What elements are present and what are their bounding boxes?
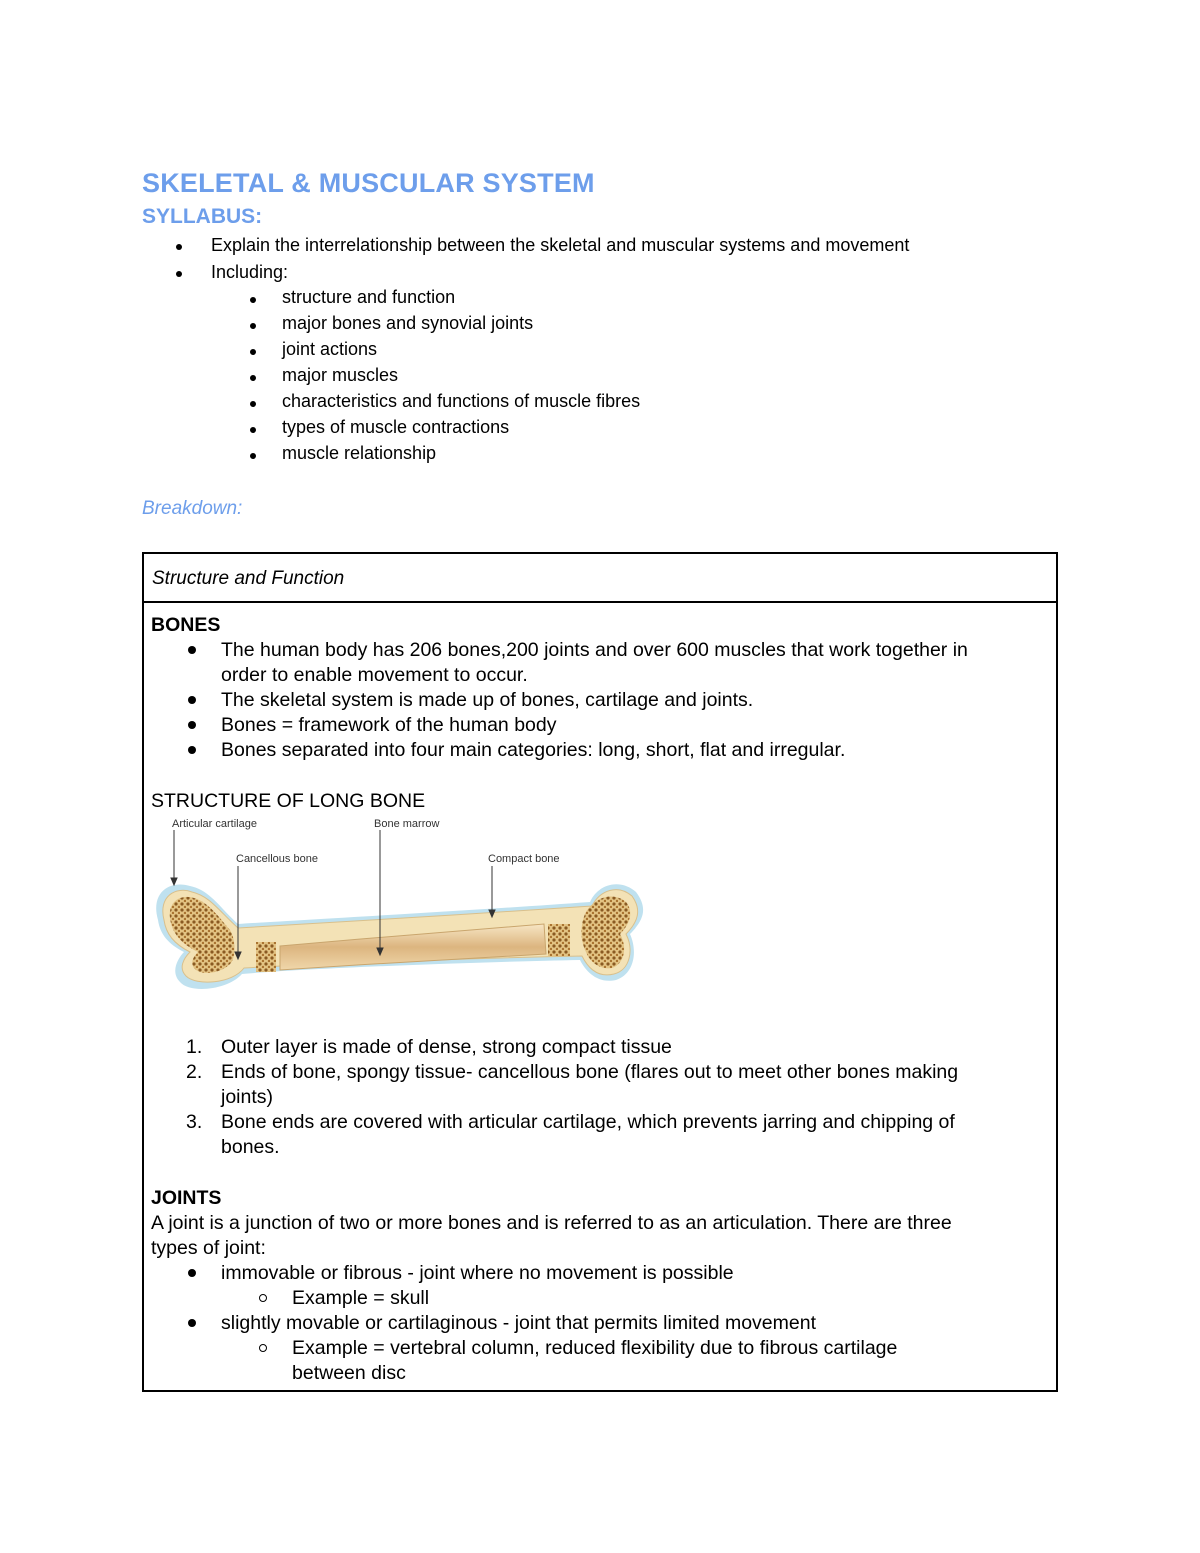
bullet-icon bbox=[250, 297, 256, 303]
hollow-bullet-icon bbox=[259, 1294, 267, 1302]
numbered-item: Bone ends are covered with articular cartilage, which prevents jarring and chipping of bbox=[221, 1111, 955, 1133]
bullet-icon bbox=[188, 1319, 196, 1327]
syllabus-subitem: joint actions bbox=[282, 339, 378, 359]
joint-example-continued: between disc bbox=[292, 1362, 406, 1384]
bones-heading: BONES bbox=[151, 614, 221, 636]
long-bone-heading: STRUCTURE OF LONG BONE bbox=[151, 790, 426, 812]
bones-bullet: Bones separated into four main categories: long, short, flat and irregular. bbox=[221, 739, 846, 761]
list-number: 1. bbox=[186, 1036, 203, 1058]
syllabus-subitem: types of muscle contractions bbox=[282, 417, 510, 437]
syllabus-subitem: major bones and synovial joints bbox=[282, 313, 534, 333]
page-title: SKELETAL & MUSCULAR SYSTEM bbox=[142, 168, 595, 198]
joints-intro-continued: types of joint: bbox=[151, 1237, 266, 1259]
syllabus-heading: SYLLABUS: bbox=[142, 205, 263, 228]
cancellous-bone-strip-left bbox=[256, 942, 276, 972]
list-number: 2. bbox=[186, 1061, 203, 1083]
bullet-icon bbox=[188, 1269, 196, 1277]
syllabus-subitem: major muscles bbox=[282, 365, 399, 385]
bullet-icon bbox=[188, 721, 196, 729]
joints-intro: A joint is a junction of two or more bones and is referred to as an articulation. There are three bbox=[151, 1212, 952, 1234]
label-compact-bone: Compact bone bbox=[488, 853, 560, 865]
bullet-icon bbox=[188, 646, 196, 654]
syllabus-item: Including: bbox=[211, 262, 289, 282]
numbered-item: Outer layer is made of dense, strong compact tissue bbox=[221, 1036, 672, 1058]
long-bone-diagram bbox=[150, 812, 650, 992]
bullet-icon bbox=[250, 323, 256, 329]
breakdown-label: Breakdown: bbox=[142, 498, 243, 519]
label-cancellous-bone: Cancellous bone bbox=[236, 853, 318, 865]
joints-heading: JOINTS bbox=[151, 1187, 222, 1209]
syllabus-subitem: structure and function bbox=[282, 287, 456, 307]
joint-example: Example = skull bbox=[292, 1287, 430, 1309]
bullet-icon bbox=[250, 349, 256, 355]
label-articular-cartilage: Articular cartilage bbox=[172, 818, 257, 830]
joint-example: Example = vertebral column, reduced flexibility due to fibrous cartilage bbox=[292, 1337, 898, 1359]
bones-bullet-continued: order to enable movement to occur. bbox=[221, 664, 528, 686]
bullet-icon bbox=[188, 696, 196, 704]
bullet-icon bbox=[250, 375, 256, 381]
numbered-item: Ends of bone, spongy tissue- cancellous bone (flares out to meet other bones making bbox=[221, 1061, 959, 1083]
joint-type: slightly movable or cartilaginous - joint that permits limited movement bbox=[221, 1312, 816, 1334]
bones-bullet: The skeletal system is made up of bones, cartilage and joints. bbox=[221, 689, 754, 711]
syllabus-subitem: characteristics and functions of muscle fibres bbox=[282, 391, 641, 411]
bones-bullet: Bones = framework of the human body bbox=[221, 714, 557, 736]
numbered-item-continued: bones. bbox=[221, 1136, 280, 1158]
bullet-icon bbox=[250, 453, 256, 459]
syllabus-item: Explain the interrelationship between the skeletal and muscular systems and movement bbox=[211, 235, 910, 255]
hollow-bullet-icon bbox=[259, 1344, 267, 1352]
joint-type: immovable or fibrous - joint where no movement is possible bbox=[221, 1262, 734, 1284]
table-header bbox=[144, 554, 1056, 603]
list-number: 3. bbox=[186, 1111, 203, 1133]
bullet-icon bbox=[250, 427, 256, 433]
bones-bullet: The human body has 206 bones,200 joints and over 600 muscles that work together in bbox=[221, 639, 968, 661]
bullet-icon bbox=[176, 271, 182, 277]
table-header-label: Structure and Function bbox=[152, 568, 345, 589]
numbered-item-continued: joints) bbox=[221, 1086, 274, 1108]
label-bone-marrow: Bone marrow bbox=[374, 818, 440, 830]
bullet-icon bbox=[176, 244, 182, 250]
bullet-icon bbox=[188, 746, 196, 754]
syllabus-subitem: muscle relationship bbox=[282, 443, 437, 463]
cancellous-bone-strip-right bbox=[548, 924, 570, 956]
bullet-icon bbox=[250, 401, 256, 407]
